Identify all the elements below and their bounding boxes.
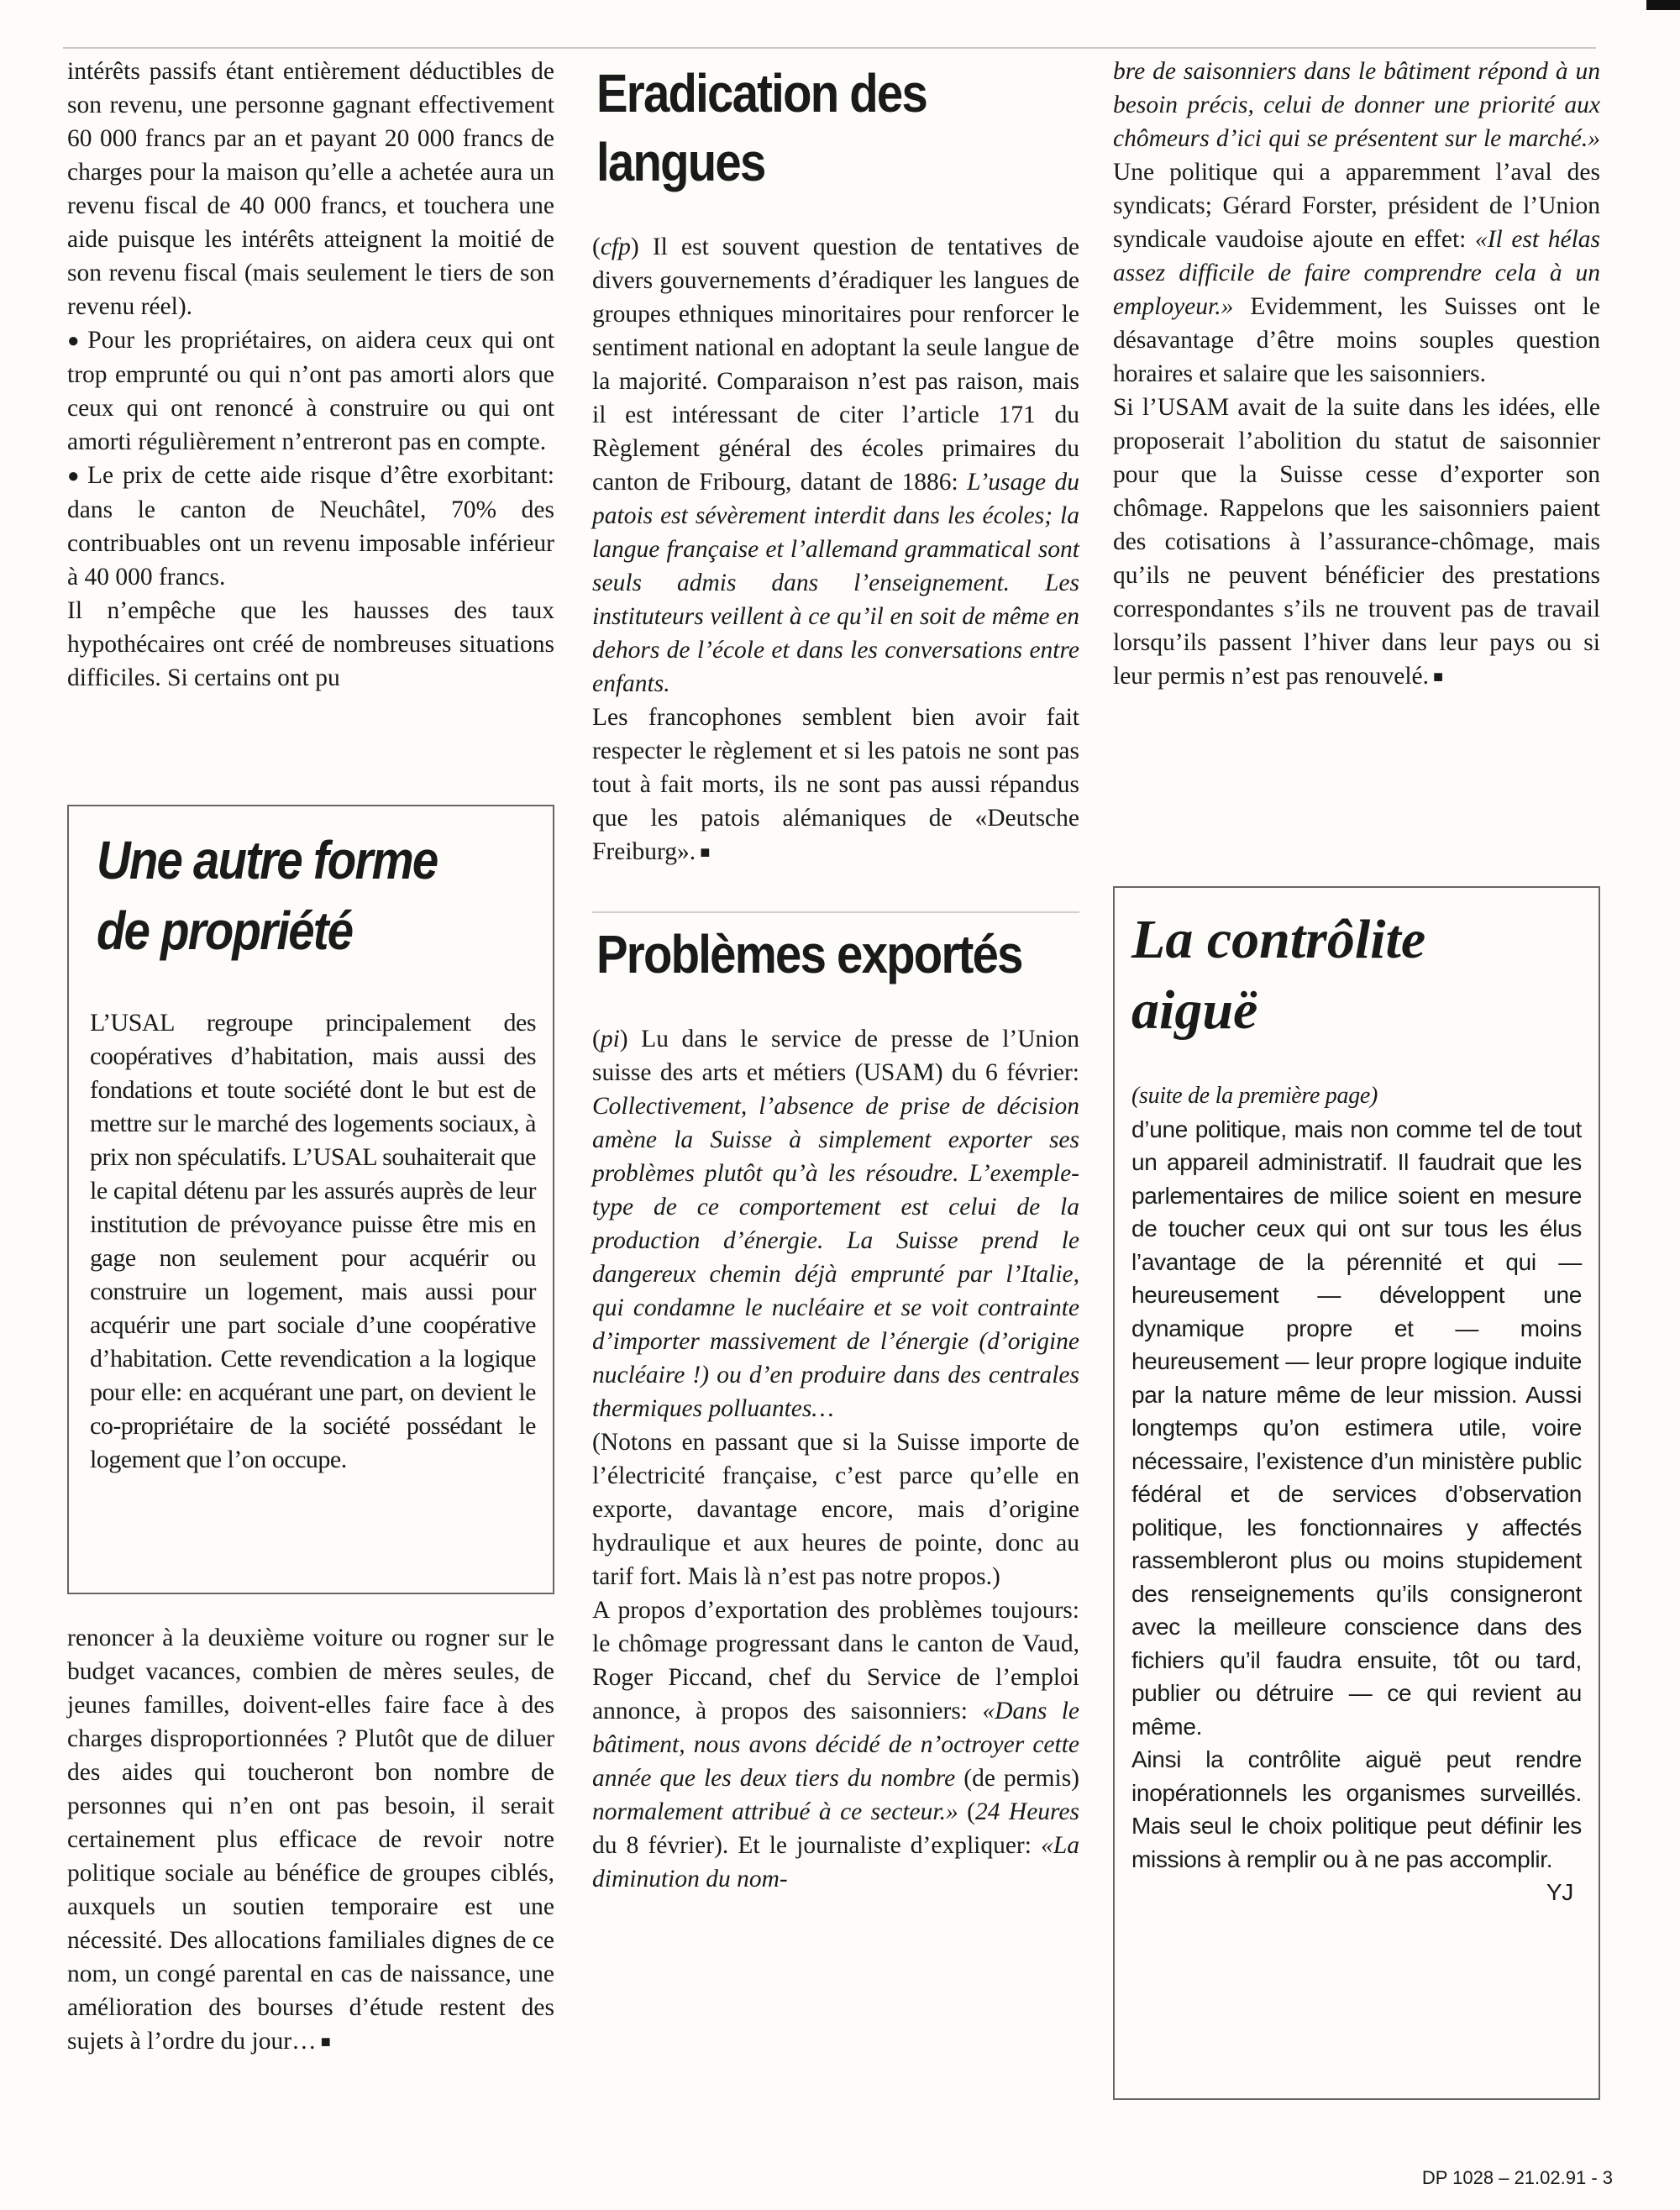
column-middle bbox=[592, 55, 1079, 1896]
quote: L’usage du patois est sévèrement interdit dans les écoles; la langue française et l’allemand grammatical sont seuls admis dans l’enseignement. Les instituteurs veillent à ce qu’il en soit de même en dehors de l’école et dans les conversations entre enfants. bbox=[592, 469, 1079, 697]
box-title-line: aiguë bbox=[1131, 979, 1258, 1041]
text: Lu dans le service de presse de l’Union suisse des arts et métiers (USAM) du 6 février: bbox=[592, 1026, 1079, 1086]
sidebar-box-propriete bbox=[67, 805, 554, 1594]
paragraph: Si l’USAM avait de la suite dans les idées, elle proposerait l’abolition du statut de saisonnier pour que la Suisse cesse d’exporter son chômage. Rappelons que les saisonniers paient des cotisations à l’assurance-chômage, mais qu’ils ne peuvent bénéficier des prestations correspondantes s’ils ne trouvent pas de travail lorsqu’ils passent l’hiver dans leur pays ou si leur permis n’est pas renouvelé. ■ bbox=[1113, 391, 1600, 694]
quote: «La diminution du nom- bbox=[592, 1832, 1079, 1892]
text: Une politique qui a apparemment l’aval des syndicats; Gérard Forster, président de l’Union syndicale vaudoise ajoute en effet: bbox=[1113, 159, 1600, 253]
page-footer: DP 1028 – 21.02.91 - 3 bbox=[1421, 2167, 1613, 2188]
bullet-paragraph: ● Le prix de cette aide risque d’être exorbitant: dans le canton de Neuchâtel, 70% des contribuables ont un revenu imposable inférieur à 40 000 francs. bbox=[67, 459, 554, 594]
sidebar-box-controlite bbox=[1113, 886, 1600, 2100]
box-title bbox=[97, 825, 483, 966]
paragraph: (pi) Lu dans le service de presse de l’Union suisse des arts et métiers (USAM) du 6 février: Collectivement, l’absence de prise de décision amène la Suisse à simplement exporter ses problèmes plutôt qu’à les résoudre. L’exemple-type de ce comportement est celui de la production d’énergie. La Suisse prend le dangereux chemin déjà emprunté par l’Italie, qui condamne le nucléaire et se voit contrainte d’importer massivement de l’énergie (d’origine nucléaire !) ou d’en produire dans des centrales thermiques polluantes… bbox=[592, 1026, 1079, 1422]
box-title-line: Une autre forme bbox=[97, 830, 438, 890]
source-tag: pi bbox=[600, 1026, 620, 1053]
quote: «Il est hélas assez difficile de faire comprendre cela à un employeur.» bbox=[1113, 226, 1600, 320]
section-rule bbox=[592, 911, 1079, 913]
text: (de permis) bbox=[955, 1765, 1079, 1792]
paragraph bbox=[592, 1593, 1079, 1896]
box-body: Ainsi la contrôlite aiguë peut rendre inopérationnels les organismes surveillés. Mais seul le choix politique peut définir les missions à remplir ou à ne pas accomplir. bbox=[1131, 1746, 1582, 1872]
paragraph: (Notons en passant que si la Suisse importe de l’électricité française, c’est parce qu’elle en exporte, davantage encore, mais d’origine hydraulique et aux heures de pointe, donc au tarif fort. Mais là n’est pas notre propos.) bbox=[592, 1429, 1079, 1590]
box-title-line: de propriété bbox=[97, 900, 353, 961]
quote: Collectivement, l’absence de prise de décision amène la Suisse à simplement exporter ses problèmes plutôt qu’à les résoudre. L’exemple-type de ce comportement est celui de la production d’énergie. La Suisse prend le dangereux chemin déjà emprunté par l’Italie, qui condamne le nucléaire et se voit contrainte d’importer massivement de l’énergie (d’origine nucléaire !) ou d’en produire dans des centrales thermiques polluantes… bbox=[592, 1093, 1079, 1422]
text: ( bbox=[958, 1798, 975, 1825]
box-body: L’USAL regroupe principalement des coopératives d’habitation, mais aussi des fondations et toute société dont le but est de mettre sur le marché des logements sociaux, à prix non spéculatifs. L’USAL souhaiterait que le capital détenu par les assurés auprès de leur institution de prévoyance puisse être mis en gage non seulement pour acquérir ou construire un logement, mais aussi pour acquérir une part sociale d’une coopérative d’habitation. Cette revendication a la logique pour elle: en acquérant une part, on devient le co-propriétaire de la société possédant le logement que l’on occupe. bbox=[90, 1009, 536, 1473]
quote: bre de saisonniers dans le bâtiment répond à un besoin précis, celui de donner une priorité aux chômeurs d’ici qui se présentent sur le marché.» bbox=[1113, 58, 1600, 152]
text: Il est souvent question de tentatives de divers gouvernements d’éradiquer les langues de groupes ethniques minoritaires pour renforcer le sentiment national en adoptant la seule langue de la majorité. Comparaison n’est pas raison, mais il est intéressant de citer l’article 171 du Règlement général des écoles primaires du canton de Fribourg, datant de 1886: bbox=[592, 234, 1079, 496]
column-left bbox=[67, 55, 554, 695]
text: du 8 février). Et le journaliste d’expliquer: bbox=[592, 1832, 1042, 1859]
box-title-line: La contrôlite bbox=[1131, 909, 1426, 970]
paragraph: renoncer à la deuxième voiture ou rogner sur le budget vacances, combien de mères seules, de jeunes familles, doivent-elles faire face à des charges disproportionnées ? Plutôt que de diluer des aides qui toucheront bon nombre de personnes qui n’en ont pas besoin, il serait certainement plus efficace de revoir notre politique sociale au bénéfice de groupes ciblés, auxquels un soutien temporaire est une nécessité. Des allocations familiales dignes de ce nom, un congé parental en cas de naissance, une amélioration des bourses d’étude restent des sujets à l’ordre du jour… ■ bbox=[67, 1621, 554, 2059]
author-signature: YJ bbox=[1546, 1879, 1573, 1905]
top-rule bbox=[63, 47, 1596, 49]
paragraph: Les francophones semblent bien avoir fait respecter le règlement et si les patois ne sont pas tout à fait morts, ils ne sont pas aussi répandus que les patois alémaniques de «Deutsche Freiburg». ■ bbox=[592, 701, 1079, 869]
paragraph: intérêts passifs étant entièrement déductibles de son revenu, une personne gagnant effectivement 60 000 francs par an et payant 20 000 francs de charges pour la maison qu’elle a achetée aura un revenu fiscal de 40 000 francs, et touchera une aide puisque les intérêts atteignent la moitié de son revenu fiscal (mais seulement le tiers de son revenu réel). bbox=[67, 58, 554, 320]
box-subtitle: (suite de la première page) bbox=[1131, 1083, 1378, 1109]
paragraph: Il n’empêche que les hausses des taux hypothécaires ont créé de nombreuses situations difficiles. Si certains ont pu bbox=[67, 597, 554, 691]
bullet-paragraph: ● Pour les propriétaires, on aidera ceux qui ont trop emprunté ou qui n’ont pas amorti alors que ceux qui ont renoncé à construire ou qui ont amorti régulièrement n’entreront pas en compte. bbox=[67, 323, 554, 459]
title-line: langues bbox=[596, 132, 765, 192]
quote: normalement attribué à ce secteur.» bbox=[592, 1798, 958, 1825]
article-title-problemes: Problèmes exportés bbox=[596, 924, 1022, 984]
text: A propos d’exportation des problèmes toujours: le chômage progressant dans le canton de Vaud, Roger Piccand, chef du Service de l’emploi annonce, à propos des saisonniers: bbox=[592, 1597, 1079, 1724]
article-title-eradication bbox=[596, 59, 1021, 197]
newspaper-name: 24 Heures bbox=[974, 1798, 1080, 1825]
column-right bbox=[1113, 55, 1600, 694]
box-body: d’une politique, mais non comme tel de tout un appareil administratif. Il faudrait que les parlementaires de milice soient en mesure de toucher ceux qui ont sur tous les élus l’avantage de la pérennité et qui — heureusement — développent une dynamique propre et — moins heureusement — leur propre logique induite par la nature même de leur mission. Aussi longtemps qu’on estimera utile, voire nécessaire, l’existence d’un ministère public fédéral et de services d’observation politique, les fonctionnaires y affectés rassembleront plus ou moins stupidement des renseignements qu’ils consigneront avec la meilleure conscience dans des fichiers qu’il faudra ensuite, tôt ou tard, publier ou détruire — ce qui revient au même. bbox=[1131, 1115, 1582, 1740]
paragraph: (cfp) Il est souvent question de tentatives de divers gouvernements d’éradiquer les langues de groupes ethniques minoritaires pour renforcer le sentiment national en adoptant la seule langue de la majorité. Comparaison n’est pas raison, mais il est intéressant de citer l’article 171 du Règlement général des écoles primaires du canton de Fribourg, datant de 1886: L’usage du patois est sévèrement interdit dans les écoles; la langue française et l’allemand grammatical sont seuls admis dans l’enseignement. Les instituteurs veillent à ce qu’il en soit de même en dehors de l’école et dans les conversations entre enfants. bbox=[592, 234, 1079, 697]
text: Evidemment, les Suisses ont le désavantage d’être moins souples question horaires et salaire que les saisonniers. bbox=[1113, 293, 1600, 387]
paragraph bbox=[1113, 55, 1600, 391]
box-title bbox=[1131, 905, 1582, 1046]
source-tag: cfp bbox=[600, 234, 631, 260]
title-line: Eradication des bbox=[596, 63, 927, 123]
column-left-continued bbox=[67, 1621, 554, 2059]
page-corner-mark bbox=[1646, 0, 1680, 10]
quote: «Dans le bâtiment, nous avons décidé de n’octroyer cette année que les deux tiers du nombre bbox=[592, 1698, 1080, 1792]
